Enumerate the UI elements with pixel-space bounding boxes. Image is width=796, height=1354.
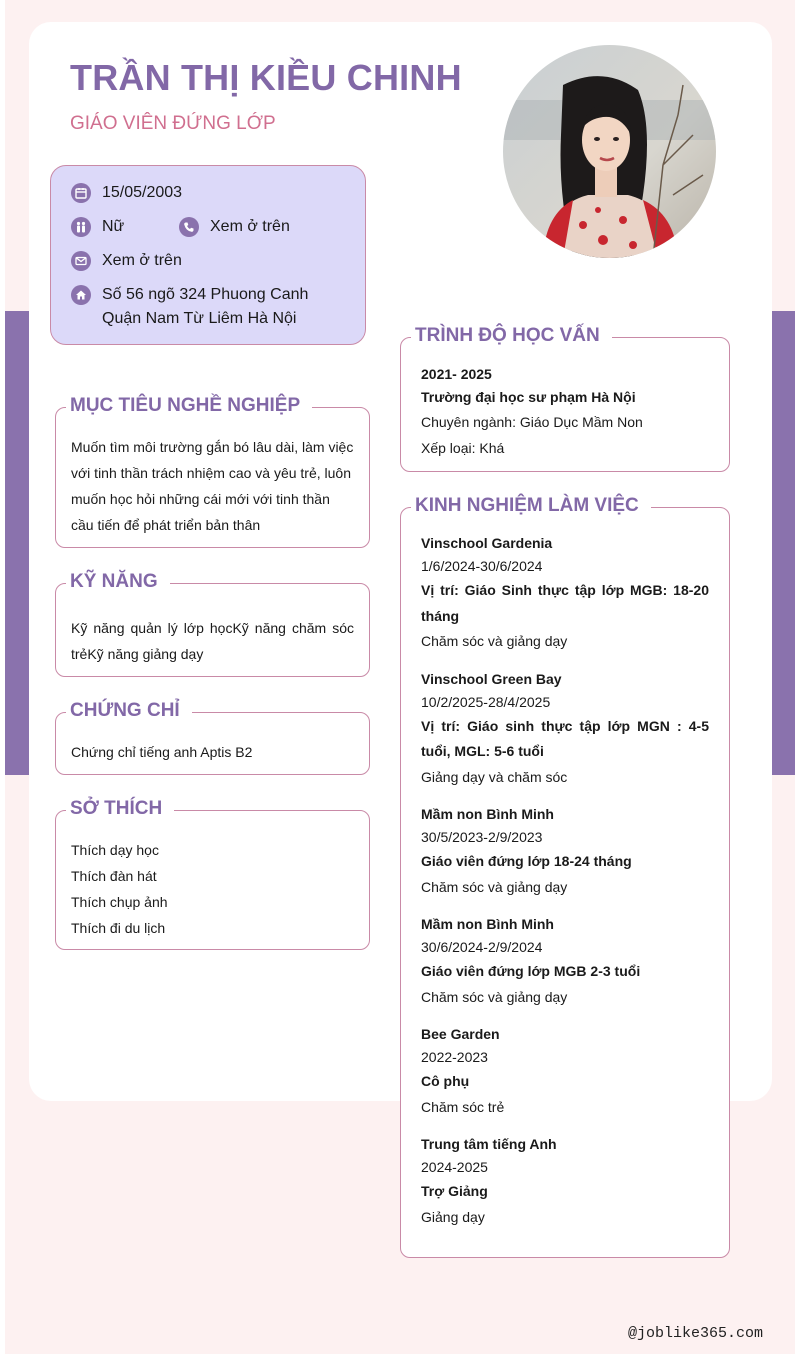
experience-entry	[421, 1023, 709, 1120]
experience-company: Mầm non Bình Minh	[421, 806, 554, 822]
skills-text: Kỹ năng quản lý lớp họcKỹ năng chăm sóc trẻKỹ năng giảng dạy	[71, 620, 354, 662]
experience-section	[400, 495, 730, 1258]
experience-company: Bee Garden	[421, 1026, 500, 1042]
experience-desc: Giảng dạy và chăm sóc	[421, 768, 568, 785]
experience-desc: Chăm sóc và giảng dạy	[421, 988, 568, 1005]
experience-entry	[421, 913, 709, 1010]
contact-box	[50, 165, 366, 345]
candidate-position: GIÁO VIÊN ĐỨNG LỚP	[70, 113, 276, 134]
experience-period: 30/6/2024-2/9/2024	[421, 939, 543, 955]
education-period: 2021- 2025	[421, 366, 492, 382]
education-entry	[421, 362, 709, 461]
profile-photo	[503, 45, 716, 258]
experience-entry	[421, 668, 709, 791]
experience-role: Cô phụ	[421, 1073, 470, 1089]
accent-band-left	[5, 311, 30, 775]
contact-birthday	[71, 183, 182, 205]
contact-gender	[71, 217, 124, 239]
phone-value: Xem ở trên	[210, 218, 290, 235]
experience-period: 30/5/2023-2/9/2023	[421, 829, 543, 845]
phone-icon	[179, 217, 199, 237]
experience-entry	[421, 803, 709, 900]
experience-company: Vinschool Green Bay	[421, 670, 562, 687]
hobby-item: Thích đi du lịch	[71, 920, 166, 936]
education-major: Chuyên ngành: Giáo Dục Mầm Non	[421, 414, 643, 430]
experience-desc: Chăm sóc và giảng dạy	[421, 878, 568, 895]
hobby-item: Thích dạy học	[71, 842, 159, 858]
skills-section	[55, 571, 370, 677]
gender-icon	[71, 217, 91, 237]
calendar-icon	[71, 183, 91, 203]
education-section	[400, 325, 730, 472]
education-title: TRÌNH ĐỘ HỌC VẤN	[411, 324, 612, 348]
watermark: @joblike365.com	[628, 1325, 764, 1342]
experience-role: Trợ Giảng	[421, 1183, 488, 1199]
email-value: Xem ở trên	[102, 252, 182, 269]
accent-band-right	[772, 311, 795, 775]
contact-address	[71, 285, 351, 331]
experience-desc: Chăm sóc trẻ	[421, 1098, 505, 1115]
skills-title: KỸ NĂNG	[66, 570, 170, 594]
experience-role: Vị trí: Giáo sinh thực tập lớp MGN : 4-5 tuổi, MGL: 5-6 tuổi	[421, 717, 709, 759]
hobbies-list	[71, 837, 354, 941]
address-value: Số 56 ngõ 324 Phuong Canh Quận Nam Từ Liêm Hà Nội	[102, 286, 309, 327]
candidate-name: TRẦN THỊ KIỀU CHINH	[70, 57, 462, 98]
experience-period: 2022-2023	[421, 1049, 488, 1065]
experience-period: 1/6/2024-30/6/2024	[421, 558, 543, 574]
experience-desc: Giảng dạy	[421, 1208, 485, 1225]
hobbies-section	[55, 798, 370, 950]
envelope-icon	[71, 251, 91, 271]
experience-role: Giáo viên đứng lớp 18-24 tháng	[421, 853, 632, 869]
experience-period: 2024-2025	[421, 1159, 488, 1175]
objective-section	[55, 395, 370, 548]
experience-role: Vị trí: Giáo Sinh thực tập lớp MGB: 18-20 tháng	[421, 582, 709, 624]
experience-company: Trung tâm tiếng Anh	[421, 1136, 557, 1152]
home-icon	[71, 285, 91, 305]
experience-company: Vinschool Gardenia	[421, 535, 553, 551]
birthday-value: 15/05/2003	[102, 184, 183, 201]
experience-desc: Chăm sóc và giảng dạy	[421, 633, 568, 649]
contact-email[interactable]	[71, 251, 182, 273]
objective-title: MỤC TIÊU NGHỀ NGHIỆP	[66, 394, 312, 418]
experience-role: Giáo viên đứng lớp MGB 2-3 tuổi	[421, 963, 641, 979]
hobbies-title: SỞ THÍCH	[66, 797, 174, 821]
objective-text: Muốn tìm môi trường gắn bó lâu dài, làm việc với tinh thần trách nhiệm cao và yêu trẻ, luôn muốn học hỏi những cái mới với tinh thần cầu tiến để phát triển bản thân	[71, 439, 354, 533]
certificates-title: CHỨNG CHỈ	[66, 699, 192, 723]
hobby-item: Thích chụp ảnh	[71, 894, 168, 910]
experience-entry	[421, 1133, 709, 1230]
experience-list	[421, 532, 709, 1243]
hobby-item: Thích đàn hát	[71, 868, 157, 884]
experience-entry	[421, 532, 709, 655]
experience-company: Mầm non Bình Minh	[421, 916, 554, 932]
gender-value: Nữ	[102, 218, 125, 235]
experience-title: KINH NGHIỆM LÀM VIỆC	[411, 494, 651, 518]
education-school: Trường đại học sư phạm Hà Nội	[421, 389, 636, 405]
contact-phone[interactable]	[179, 217, 290, 239]
education-grade: Xếp loại: Khá	[421, 440, 505, 456]
experience-period: 10/2/2025-28/4/2025	[421, 693, 551, 710]
certificates-text: Chứng chỉ tiếng anh Aptis B2	[71, 744, 253, 760]
certificates-section	[55, 700, 370, 775]
